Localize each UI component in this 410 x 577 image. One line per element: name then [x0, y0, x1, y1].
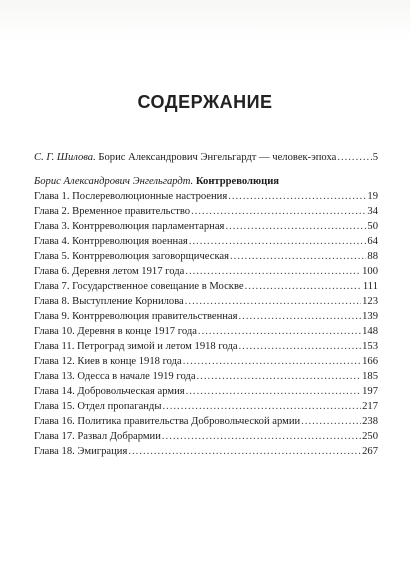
chapter-entry: [34, 324, 378, 339]
leader-dots: [191, 204, 366, 219]
chapter-entry: [34, 369, 378, 384]
chapter-page-number: 111: [362, 281, 378, 292]
chapter-page-number: 217: [362, 401, 378, 412]
chapter-title: Глава 3. Контрреволюция парламентарная: [34, 221, 225, 232]
chapter-page-number: 267: [362, 446, 378, 457]
chapter-entry: [34, 249, 378, 264]
chapter-entry: [34, 354, 378, 369]
chapter-title: Глава 11. Петроград зимой и летом 1918 года: [34, 341, 238, 352]
chapter-title: Глава 10. Деревня в конце 1917 года: [34, 326, 197, 337]
chapter-page-number: 100: [362, 266, 378, 277]
chapter-entry: [34, 264, 378, 279]
leader-dots: [162, 399, 361, 414]
chapter-page-number: 238: [362, 416, 378, 427]
chapter-page-number: 34: [367, 206, 378, 217]
leader-dots: [239, 339, 362, 354]
leader-dots: [337, 150, 371, 165]
chapter-entry: [34, 444, 378, 459]
chapter-title: Глава 17. Развал Добрармии: [34, 431, 161, 442]
toc-intro-title: Борис Александрович Энгельгардт — человек-эпоха: [98, 152, 337, 163]
toc-intro-entry: [34, 150, 378, 165]
chapter-entry: [34, 294, 378, 309]
chapter-page-number: 123: [362, 296, 378, 307]
leader-dots: [197, 369, 362, 384]
chapter-title: Глава 2. Временное правительство: [34, 206, 191, 217]
chapter-page-number: 19: [367, 191, 378, 202]
chapter-title: Глава 5. Контрреволюция заговорщическая: [34, 251, 230, 262]
chapter-title: Глава 7. Государственное совещание в Москве: [34, 281, 244, 292]
chapter-page-number: 197: [362, 386, 378, 397]
chapter-title: Глава 15. Отдел пропаганды: [34, 401, 162, 412]
table-of-contents: [34, 150, 378, 459]
chapter-title: Глава 12. Киев в конце 1918 года: [34, 356, 182, 367]
toc-intro-page: 5: [372, 152, 378, 163]
leader-dots: [245, 279, 362, 294]
leader-dots: [183, 354, 361, 369]
leader-dots: [128, 444, 361, 459]
leader-dots: [301, 414, 361, 429]
chapter-page-number: 148: [362, 326, 378, 337]
chapter-page-number: 185: [362, 371, 378, 382]
toc-intro-author: С. Г. Шилова.: [34, 152, 96, 163]
chapter-entry: [34, 189, 378, 204]
chapter-entry: [34, 384, 378, 399]
chapter-entry: [34, 234, 378, 249]
chapter-title: Глава 14. Добровольческая армия: [34, 386, 185, 397]
leader-dots: [225, 219, 366, 234]
leader-dots: [230, 249, 366, 264]
page-title: СОДЕРЖАНИЕ: [137, 92, 273, 112]
chapter-title: Глава 18. Эмиграция: [34, 446, 128, 457]
chapter-title: Глава 4. Контрреволюция военная: [34, 236, 188, 247]
toc-intro-text: [34, 150, 336, 165]
chapter-page-number: 250: [362, 431, 378, 442]
chapter-entry: [34, 399, 378, 414]
chapter-title: Глава 6. Деревня летом 1917 года: [34, 266, 185, 277]
chapter-page-number: 166: [362, 356, 378, 367]
chapter-page-number: 88: [367, 251, 378, 262]
chapter-entry: [34, 339, 378, 354]
chapter-entry: [34, 429, 378, 444]
toc-part-heading: [34, 174, 378, 189]
chapter-title: Глава 9. Контрреволюция правительственная: [34, 311, 238, 322]
chapter-title: Глава 16. Политика правительства Добровольческой армии: [34, 416, 301, 427]
chapter-page-number: 153: [362, 341, 378, 352]
leader-dots: [189, 234, 367, 249]
toc-part-author: Борис Александрович Энгельгардт.: [34, 176, 194, 187]
chapter-entry: [34, 219, 378, 234]
leader-dots: [185, 294, 361, 309]
chapter-entry: [34, 309, 378, 324]
leader-dots: [185, 264, 361, 279]
chapter-list: [34, 189, 378, 459]
leader-dots: [198, 324, 361, 339]
leader-dots: [228, 189, 366, 204]
chapter-title: Глава 1. Послереволюционные настроения: [34, 191, 228, 202]
chapter-page-number: 139: [362, 311, 378, 322]
leader-dots: [239, 309, 362, 324]
chapter-entry: [34, 279, 378, 294]
chapter-entry: [34, 204, 378, 219]
chapter-entry: [34, 414, 378, 429]
chapter-title: Глава 8. Выступление Корнилова: [34, 296, 184, 307]
chapter-title: Глава 13. Одесса в начале 1919 года: [34, 371, 196, 382]
toc-part-title: Контрреволюция: [195, 176, 280, 187]
leader-dots: [186, 384, 361, 399]
leader-dots: [162, 429, 361, 444]
chapter-page-number: 50: [367, 221, 378, 232]
chapter-page-number: 64: [367, 236, 378, 247]
